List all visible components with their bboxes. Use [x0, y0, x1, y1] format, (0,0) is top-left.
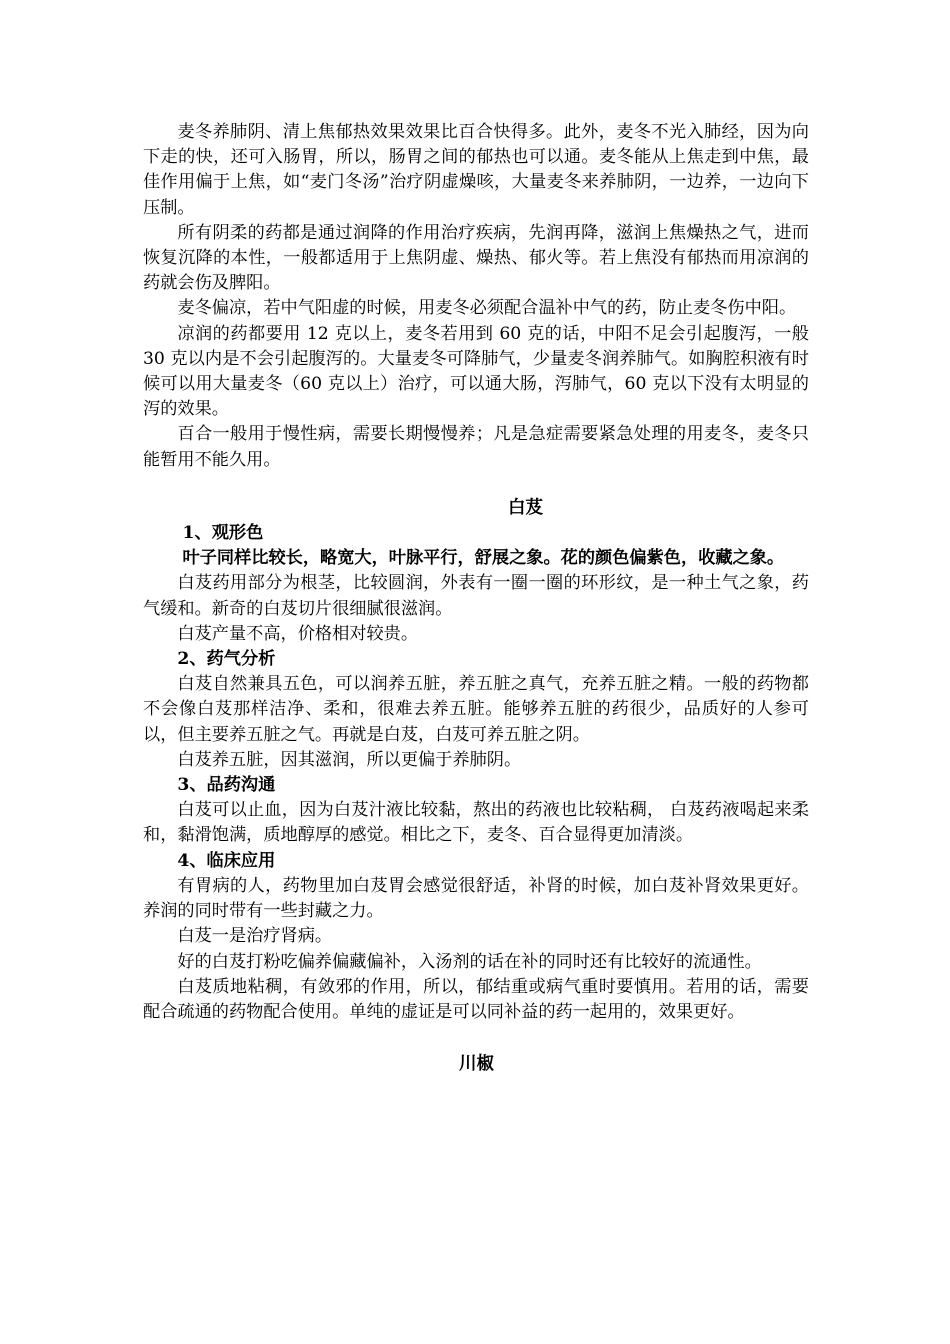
baizhi-heading-4: 4、临床应用	[177, 850, 276, 871]
chuanjiao-title: 川椒	[459, 1054, 494, 1075]
baizhi-heading-1: 1、观形色	[182, 523, 264, 544]
document-page	[143, 120, 809, 1077]
baizhi-heading-3: 3、品药沟通	[177, 775, 276, 796]
maidong-paragraph-3: 麦冬偏凉，若中气阳虚的时候，用麦冬必须配合温补中气的药，防止麦冬伤中阳。	[177, 298, 797, 319]
maidong-paragraph-4: 凉润的药都要用 12 克以上，麦冬若用到 60 克的话，中阳不足会引起腹泻，一般 30 克以内是不会引起腹泻的。大量麦冬可降肺气，少量麦冬润养肺气。如胸腔积液有时候可以用大量麦冬（60 克以上）治疗，可以通大肠，泻肺气，60 克以下没有太明显的泻的效果。	[143, 323, 809, 420]
maidong-paragraph-5: 百合一般用于慢性病，需要长期慢慢养；凡是急症需要紧急处理的用麦冬，麦冬只能暂用不能久用。	[143, 424, 809, 470]
baizhi-taste-paragraph: 白芨可以止血，因为白芨汁液比较黏，熬出的药液也比较粘稠， 白芨药液喝起来柔和，黏滑饱满，质地醇厚的感觉。相比之下，麦冬、百合显得更加清淡。	[143, 800, 809, 846]
baizhi-clinical-paragraph-2: 白芨一是治疗肾病。	[177, 926, 333, 947]
baizhi-shape-bold-paragraph: 叶子同样比较长，略宽大，叶脉平行，舒展之象。花的颜色偏紫色，收藏之象。	[182, 548, 785, 569]
baizhi-clinical-paragraph-4: 白芨质地粘稠，有敛邪的作用，所以，郁结重或病气重时要慎用。若用的话，需要配合疏通的药物配合使用。单纯的虚证是可以同补益的药一起用的，效果更好。	[143, 976, 809, 1022]
baizhi-shape-paragraph-1: 白芨药用部分为根茎，比较圆润，外表有一圈一圈的环形纹，是一种土气之象，药气缓和。新奇的白芨切片很细腻很滋润。	[143, 573, 809, 619]
baizhi-qi-paragraph-2: 白芨养五脏，因其滋润，所以更偏于养肺阴。	[177, 749, 522, 770]
baizhi-clinical-paragraph-3: 好的白芨打粉吃偏养偏藏偏补，入汤剂的话在补的同时还有比较好的流通性。	[177, 951, 762, 972]
baizhi-clinical-paragraph-1: 有胃病的人，药物里加白芨胃会感觉很舒适，补肾的时候，加白芨补肾效果更好。养润的同时带有一些封藏之力。	[143, 875, 809, 922]
baizhi-qi-paragraph-1: 白芨自然兼具五色，可以润养五脏，养五脏之真气，充养五脏之精。一般的药物都不会像白芨那样洁净、柔和，很难去养五脏。能够养五脏的药很少，品质好的人参可以，但主要养五脏之气。再就是白芨，白芨可养五脏之阴。	[143, 674, 809, 745]
maidong-paragraph-1: 麦冬养肺阴、清上焦郁热效果效果比百合快得多。此外，麦冬不光入肺经，因为向下走的快，还可入肠胃，所以，肠胃之间的郁热也可以通。麦冬能从上焦走到中焦，最佳作用偏于上焦，如“麦门冬汤”治疗阴虚燥咳，大量麦冬来养肺阴，一边养，一边向下压制。	[143, 122, 809, 218]
baizhi-title: 白芨	[508, 497, 543, 518]
baizhi-heading-2: 2、药气分析	[177, 649, 276, 670]
baizhi-shape-paragraph-2: 白芨产量不高，价格相对较贵。	[177, 623, 419, 644]
maidong-paragraph-2: 所有阴柔的药都是通过润降的作用治疗疾病，先润再降，滋润上焦燥热之气，进而恢复沉降的本性，一般都适用于上焦阴虚、燥热、郁火等。若上焦没有郁热而用凉润的药就会伤及脾阳。	[143, 222, 809, 294]
